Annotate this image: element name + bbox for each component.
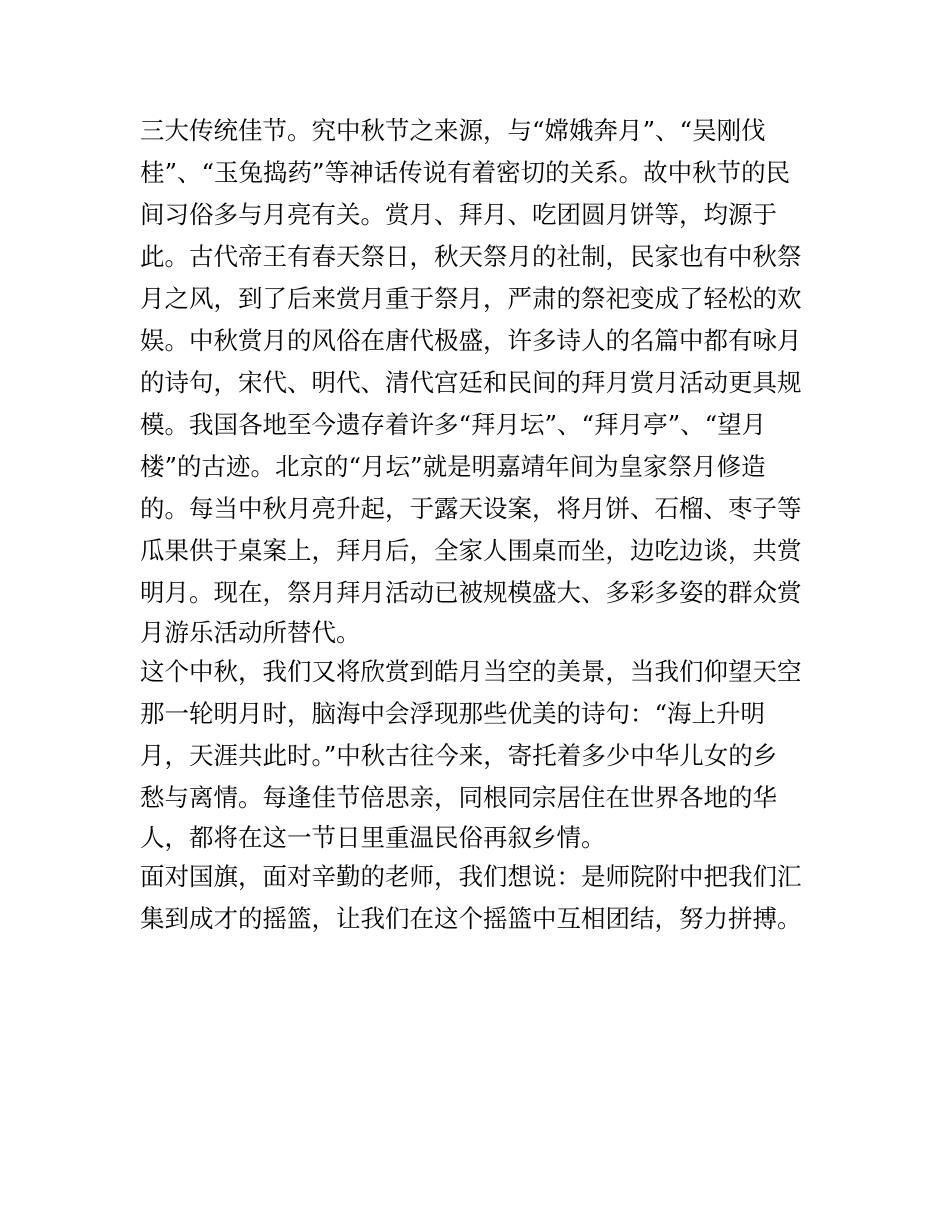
text-line: 娱。中秋赏月的风俗在唐代极盛，许多诗人的名篇中都有咏月 [140, 326, 802, 355]
text-line: 月游乐活动所替代。 [140, 618, 361, 647]
paragraph-school-gratitude [140, 856, 820, 940]
text-line: 此。古代帝王有春天祭日，秋天祭月的社制，民家也有中秋祭 [140, 242, 802, 271]
text-line: 的。每当中秋月亮升起，于露天设案，将月饼、石榴、枣子等 [140, 494, 802, 523]
text-line: 的诗句，宋代、明代、清代宫廷和民间的拜月赏月活动更具规 [140, 368, 802, 397]
text-line: 模。我国各地至今遗存着许多“拜月坛”、“拜月亭”、“望月 [140, 410, 767, 439]
text-line: 集到成才的摇篮，让我们在这个摇篮中互相团结，努力拼搏。 [140, 904, 802, 933]
text-line: 楼”的古迹。北京的“月坛”就是明嘉靖年间为皇家祭月修造 [140, 452, 766, 481]
text-line: 愁与离情。每逢佳节倍思亲，同根同宗居住在世界各地的华 [140, 783, 777, 812]
text-line: 间习俗多与月亮有关。赏月、拜月、吃团圆月饼等，均源于 [140, 200, 777, 229]
paragraph-moon-festival-origins [140, 110, 820, 651]
text-line: 人，都将在这一节日里重温民俗再叙乡情。 [140, 823, 606, 852]
text-line: 月，天涯共此时。”中秋古往今来，寄托着多少中华儿女的乡 [140, 741, 778, 770]
text-line: 瓜果供于桌案上，拜月后，全家人围桌而坐，边吃边谈，共赏 [140, 536, 802, 565]
text-line: 明月。现在，祭月拜月活动已被规模盛大、多彩多姿的群众赏 [140, 578, 802, 607]
text-line: 这个中秋，我们又将欣赏到皓月当空的美景，当我们仰望天空 [140, 657, 802, 686]
text-line: 面对国旗，面对辛勤的老师，我们想说：是师院附中把我们汇 [140, 862, 802, 891]
text-line: 桂”、“玉兔捣药”等神话传说有着密切的关系。故中秋节的民 [140, 158, 791, 187]
document-body [140, 110, 820, 940]
text-line: 三大传统佳节。究中秋节之来源，与“嫦娥奔月”、“吴刚伐 [140, 116, 766, 145]
text-line: 那一轮明月时，脑海中会浮现那些优美的诗句：“海上升明 [140, 699, 766, 728]
paragraph-mid-autumn-reflection [140, 651, 820, 856]
text-line: 月之风，到了后来赏月重于祭月，严肃的祭祀变成了轻松的欢 [140, 284, 802, 313]
